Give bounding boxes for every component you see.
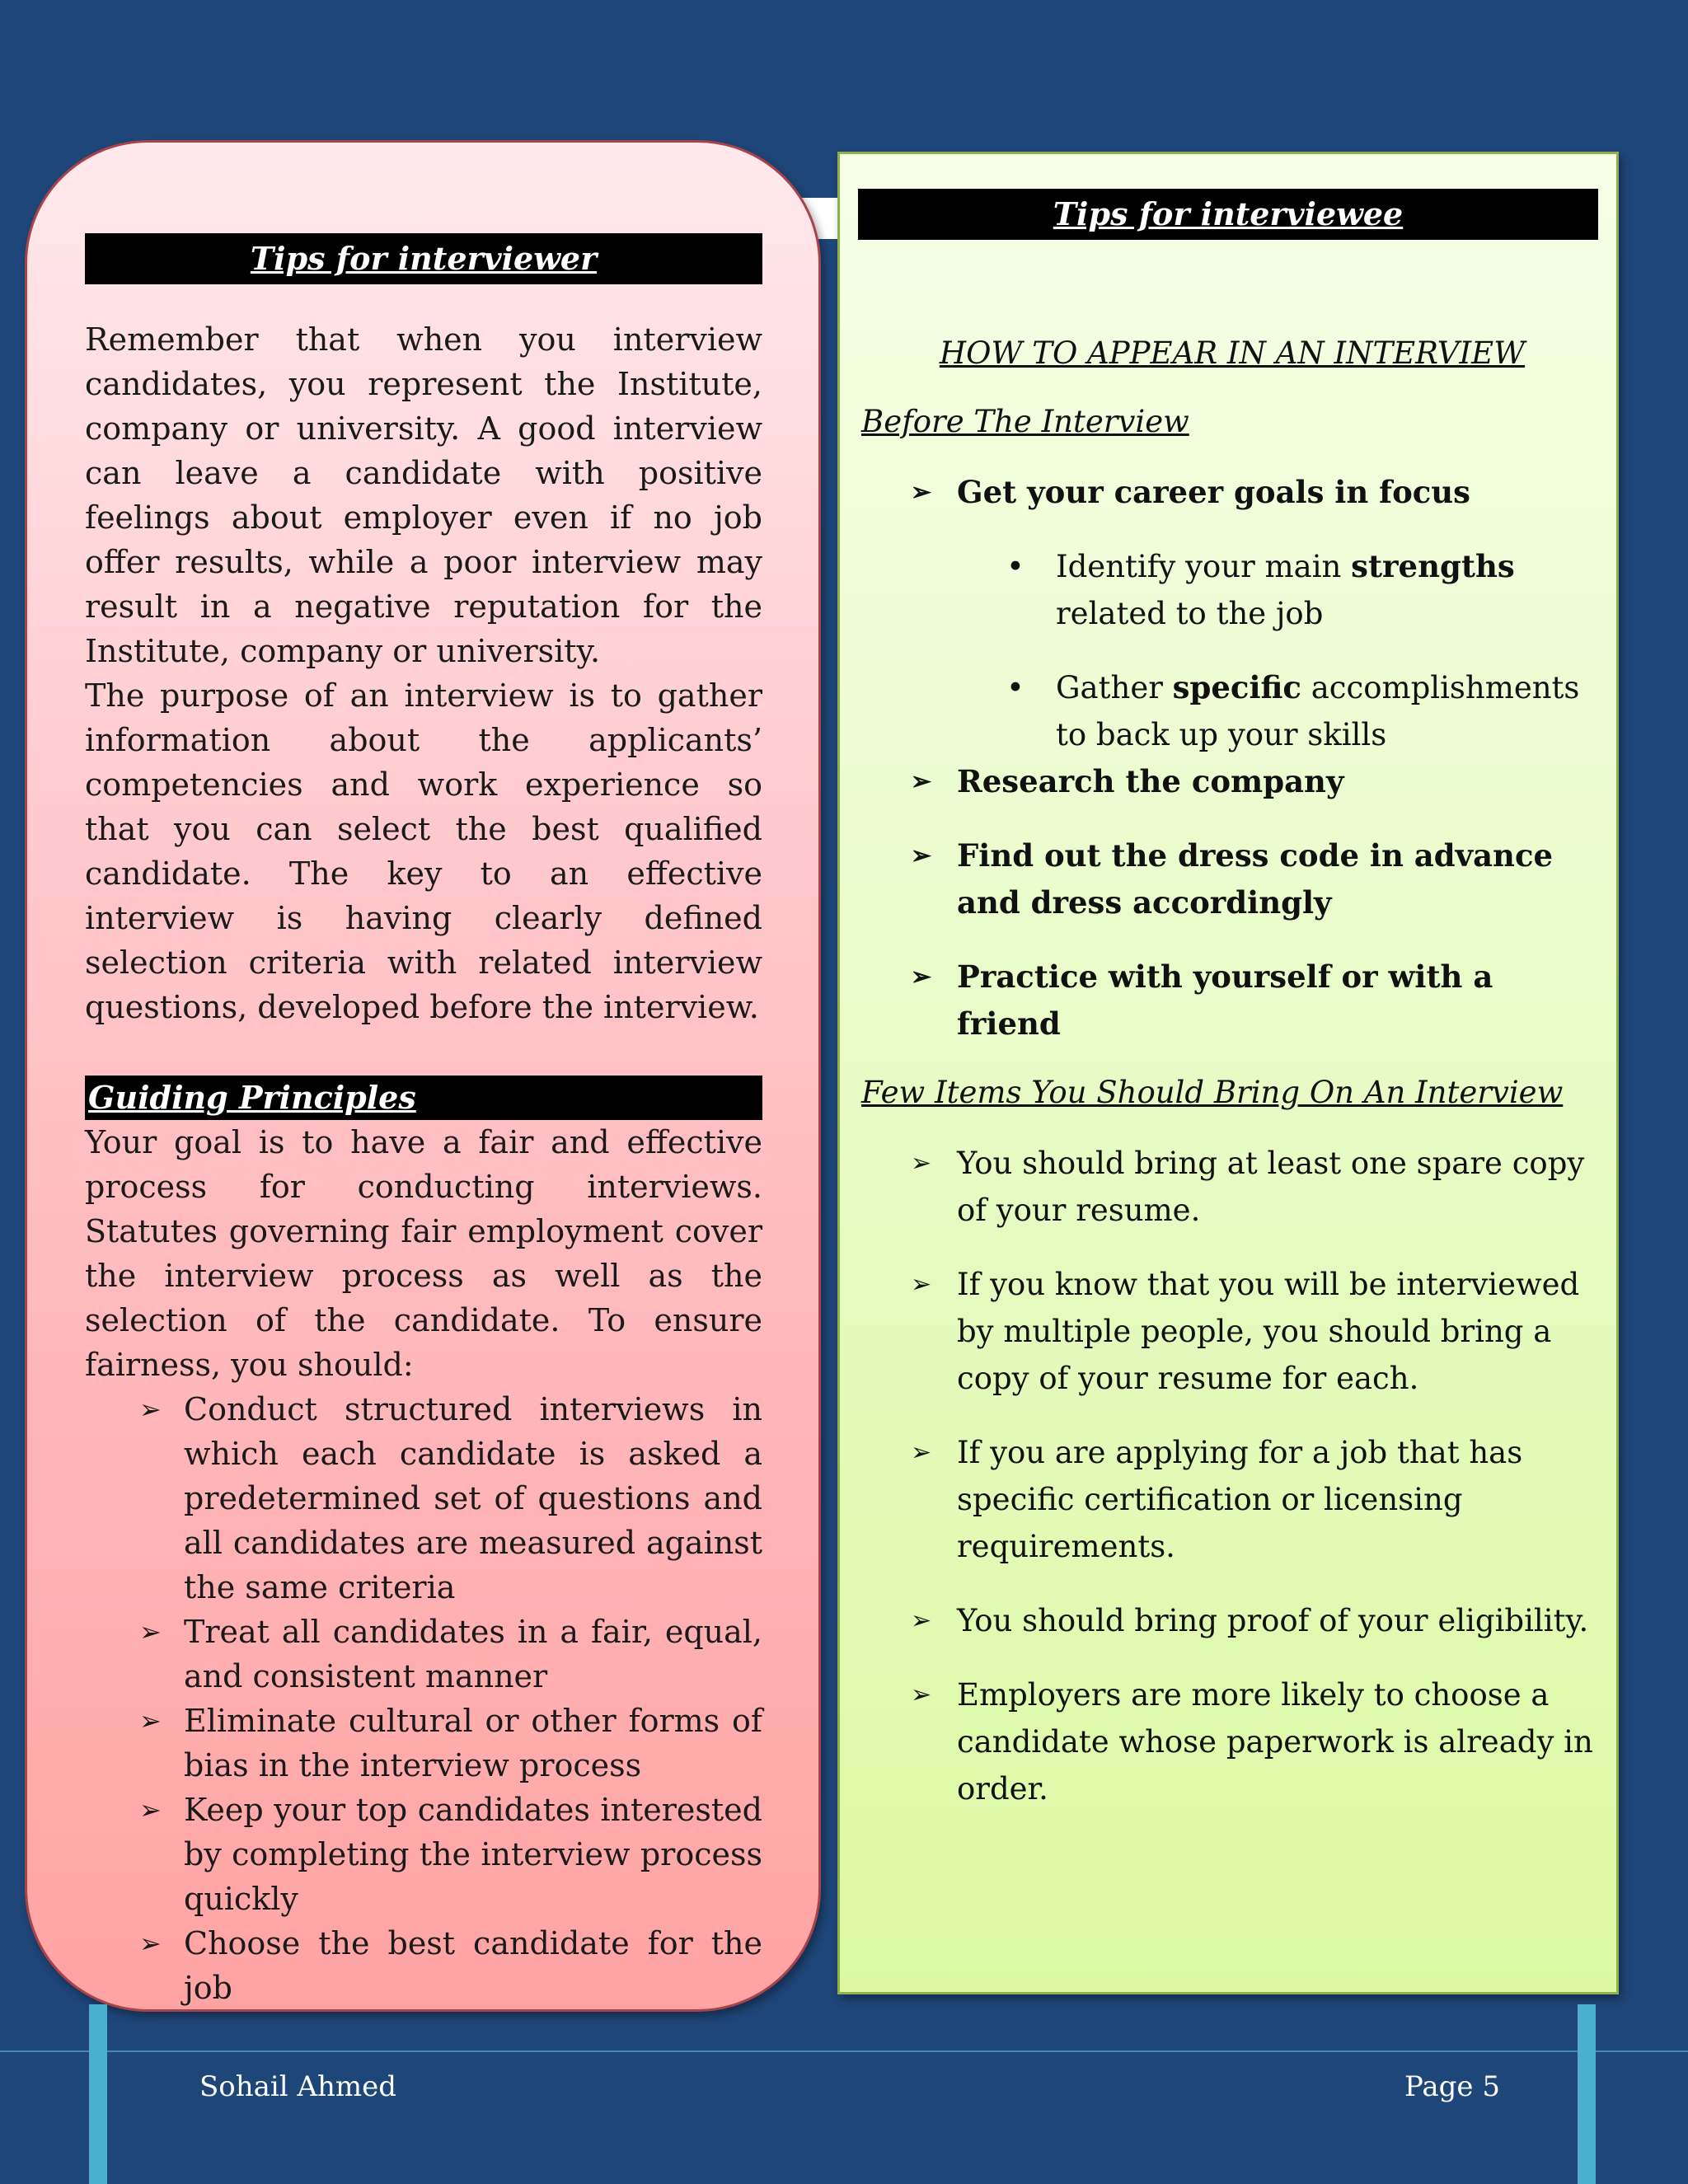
guiding-principles-title: Guiding Principles bbox=[85, 1076, 762, 1120]
interviewee-tips-panel bbox=[837, 152, 1619, 1994]
interviewee-tips-content bbox=[861, 335, 1603, 1840]
sub-item-text: related to the job bbox=[1056, 596, 1324, 631]
list-item: ➢ You should bring at least one spare copy of your resume. bbox=[911, 1140, 1603, 1234]
list-item bbox=[911, 469, 1603, 758]
footer-divider bbox=[0, 2050, 1688, 2052]
list-item: ➢ Research the company bbox=[911, 758, 1603, 805]
sub-item-text: Identify your main bbox=[1056, 549, 1352, 584]
how-to-appear-heading: HOW TO APPEAR IN AN INTERVIEW bbox=[939, 335, 1526, 371]
list-item: ➢ Employers are more likely to choose a candidate whose paperwork is already in order. bbox=[911, 1671, 1603, 1812]
principles-list bbox=[85, 1387, 762, 2010]
list-item: ➢ Treat all candidates in a fair, equal, and consistent manner bbox=[139, 1610, 762, 1699]
before-interview-list bbox=[861, 469, 1603, 1047]
list-item: ➢ If you are applying for a job that has specific certification or licensing requirements. bbox=[911, 1429, 1603, 1570]
list-item bbox=[1006, 664, 1603, 758]
list-item: ➢ If you know that you will be interviewed by multiple people, you should bring a copy of your resume for each. bbox=[911, 1261, 1603, 1402]
list-item: ➢ Practice with yourself or with a friend bbox=[911, 954, 1603, 1047]
sub-item-text: accomplishments to back up your skills bbox=[1056, 670, 1580, 752]
list-item: ➢ Keep your top candidates interested by completing the interview process quickly bbox=[139, 1788, 762, 1921]
sub-item-bold: specific bbox=[1172, 669, 1301, 705]
sub-item-text: Gather bbox=[1056, 670, 1173, 705]
before-interview-heading: Before The Interview bbox=[861, 404, 1189, 439]
sub-item-bold: strengths bbox=[1351, 548, 1515, 584]
interviewer-tips-title: Tips for interviewer bbox=[85, 233, 762, 284]
guiding-principles-text: Your goal is to have a fair and effective process for conducting interviews. Statutes governing fair employment cover the interview process as well as the selection of the candidate. To ensure fairness, you should: bbox=[85, 1124, 762, 1383]
list-item: ➢ Conduct structured interviews in which each candidate is asked a predetermined set of questions and all candidates are measured against the same criteria bbox=[139, 1387, 762, 1610]
list-item: ➢ You should bring proof of your eligibility. bbox=[911, 1597, 1603, 1644]
list-item: ➢ Choose the best candidate for the job bbox=[139, 1921, 762, 2010]
intro-paragraph-1: Remember that when you interview candidates, you represent the Institute, company or university. A good interview can leave a candidate with positive feelings about employer even if no job offer results, while a poor interview may result in a negative reputation for the Institute, company or university. bbox=[85, 321, 762, 669]
list-item: ➢ Find out the dress code in advance and dress accordingly bbox=[911, 832, 1603, 926]
bring-items-heading: Few Items You Should Bring On An Interview bbox=[861, 1075, 1564, 1110]
interviewer-tips-content bbox=[85, 233, 762, 2010]
bring-items-list bbox=[861, 1140, 1603, 1812]
footer-right-post bbox=[1578, 2004, 1596, 2184]
interviewee-tips-title: Tips for interviewee bbox=[858, 189, 1598, 240]
intro-paragraph-2: The purpose of an interview is to gather information about the applicants’ competencies and work experience so that you can select the best qualified candidate. The key to an effective interview is having clearly defined selection criteria with related interview questions, developed before the interview. bbox=[85, 677, 762, 1025]
list-item bbox=[1006, 543, 1603, 637]
footer-left-post bbox=[89, 2004, 107, 2184]
interviewer-tips-panel bbox=[25, 140, 821, 2012]
list-item: ➢ Eliminate cultural or other forms of bias in the interview process bbox=[139, 1699, 762, 1788]
career-sub-list bbox=[957, 543, 1603, 758]
footer-page-number: Page 5 bbox=[1404, 2070, 1500, 2103]
career-goals-text: Get your career goals in focus bbox=[957, 474, 1471, 510]
footer-author: Sohail Ahmed bbox=[199, 2070, 397, 2103]
